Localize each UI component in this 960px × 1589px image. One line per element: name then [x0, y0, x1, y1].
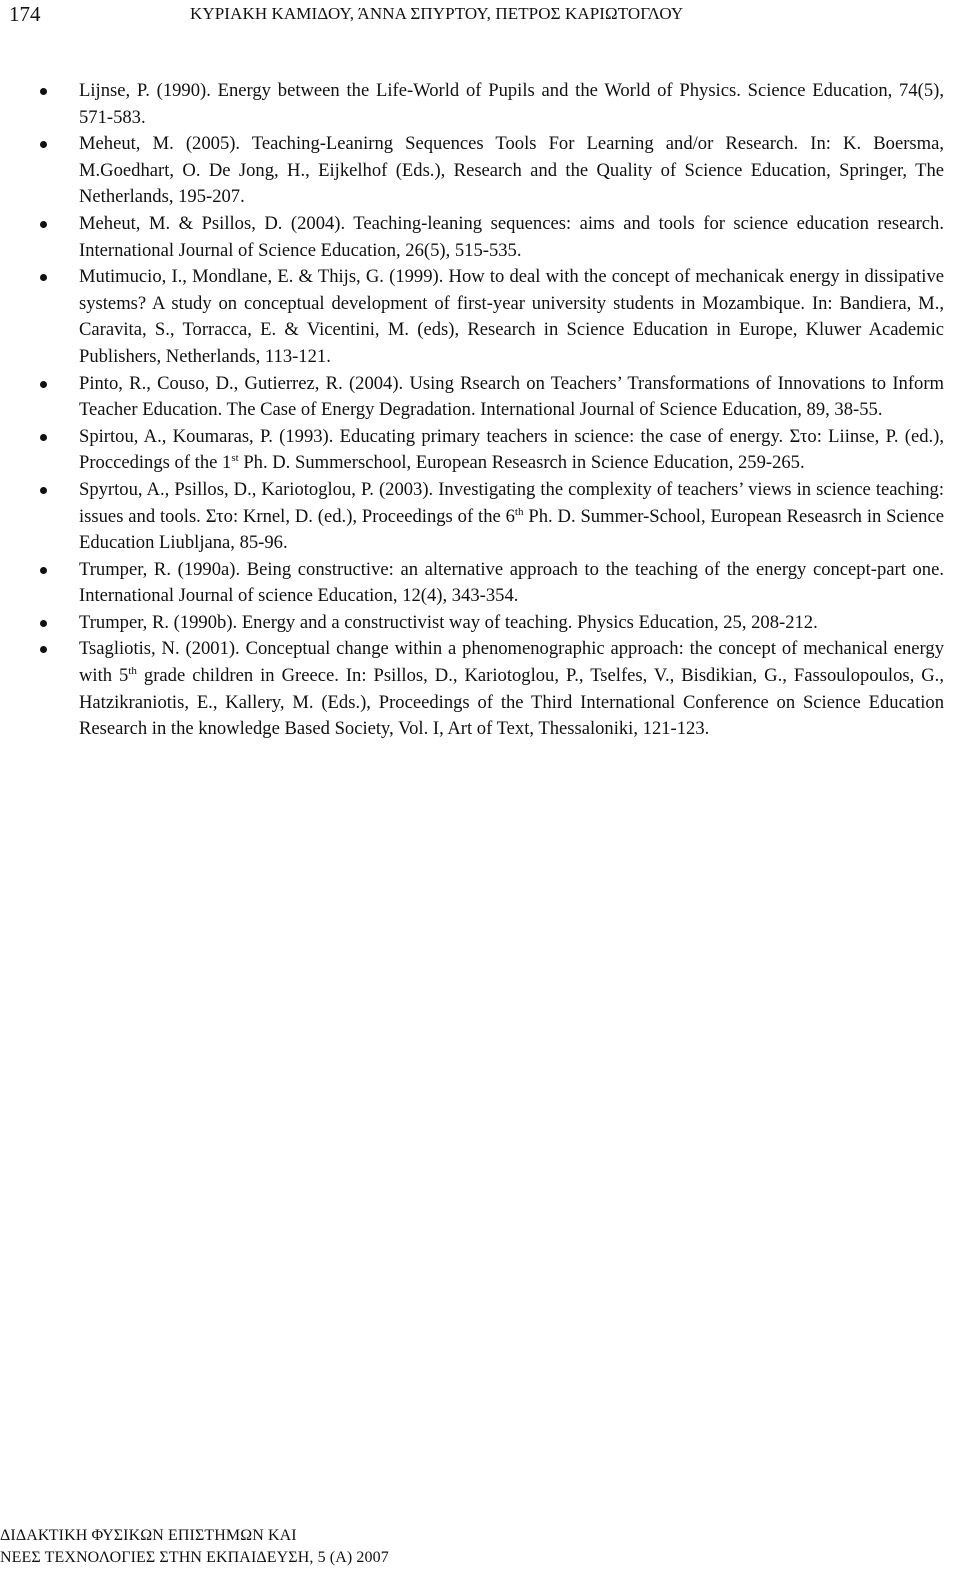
reference-item: [40, 610, 944, 637]
reference-text: Meheut, M. (2005). Teaching-Leanirng Sequences Tools For Learning and/or Research. In: K. Boersma, M.Goedhart, O. De Jong, H., Eijkelhof (Eds.), Research and the Quality of Science Education, Springer, The Netherlands, 195-207.: [79, 133, 944, 208]
reference-text: Meheut, M. & Psillos, D. (2004). Teaching-leaning sequences: aims and tools for science education research. International Journal of Science Education, 26(5), 515-535.: [79, 212, 944, 261]
bullet-icon: [40, 88, 47, 95]
reference-item: [40, 78, 944, 131]
reference-text: Tsagliotis, N. (2001). Conceptual change within a phenomenographic approach: the concept of mechanical energy with 5: [79, 638, 944, 687]
ordinal-superscript: st: [231, 452, 239, 465]
page-number: 174: [9, 2, 41, 26]
reference-item: [40, 477, 944, 557]
bullet-icon: [40, 567, 47, 574]
reference-item: [40, 636, 944, 742]
reference-item: [40, 264, 944, 370]
bullet-icon: [40, 620, 47, 627]
reference-text-continued: grade children in Greece. In: Psillos, D., Kariotoglou, P., Tselfes, V., Bisdikian, G., Fassoulopoulos, G., Hatzikraniotis, E., Kallery, M. (Eds.), Proceedings of the Third International Conference on Science Education Research in the knowledge Based Society, Vol. I, Art of Text, Thessaloniki, 121-123.: [79, 665, 944, 740]
reference-item: [40, 131, 944, 211]
bullet-icon: [40, 487, 47, 494]
journal-footer: [0, 1525, 389, 1569]
reference-text-continued: Ph. D. Summer-School, European Reseasrch in Science Education Liubljana, 85-96.: [79, 505, 944, 554]
reference-text: Trumper, R. (1990a). Being constructive: an alternative approach to the teaching of the energy concept-part one. International Journal of science Education, 12(4), 343-354.: [79, 558, 944, 607]
footer-line-2: ΝΕΕΣ ΤΕΧΝΟΛΟΓΙΕΣ ΣΤΗΝ ΕΚΠΑΙΔΕΥΣΗ, 5 (Α) 2007: [0, 1549, 389, 1566]
reference-text: Trumper, R. (1990b). Energy and a constructivist way of teaching. Physics Education, 25, 208-212.: [79, 611, 818, 633]
reference-item: [40, 371, 944, 424]
running-header: ΚΥΡΙΑΚΗ ΚΑΜΙΔΟΥ, ΆΝΝΑ ΣΠΥΡΤΟΥ, ΠΕΤΡΟΣ ΚΑΡΙΩΤΟΓΛΟΥ: [190, 4, 684, 23]
reference-item: [40, 557, 944, 610]
reference-item: [40, 211, 944, 264]
reference-list: [40, 78, 944, 743]
footer-line-1: ΔΙΔΑΚΤΙΚΗ ΦΥΣΙΚΩΝ ΕΠΙΣΤΗΜΩΝ ΚΑΙ: [0, 1527, 297, 1544]
bullet-icon: [40, 221, 47, 228]
bullet-icon: [40, 141, 47, 148]
bullet-icon: [40, 274, 47, 281]
bullet-icon: [40, 646, 47, 653]
reference-item: [40, 424, 944, 477]
bullet-icon: [40, 434, 47, 441]
reference-text: Pinto, R., Couso, D., Gutierrez, R. (2004). Using Rsearch on Teachers’ Transformations of Innovations to Inform Teacher Education. The Case of Energy Degradation. International Journal of Science Education, 89, 38-55.: [79, 372, 944, 421]
reference-text: Mutimucio, I., Mondlane, E. & Thijs, G. (1999). How to deal with the concept of mechanicak energy in dissipative systems? A study on conceptual development of first-year university students in Mozambique. In: Bandiera, M., Caravita, S., Torracca, E. & Vicentini, M. (eds), Research in Science Education in Europe, Kluwer Academic Publishers, Netherlands, 113-121.: [79, 266, 944, 367]
reference-text: Spirtou, A., Koumaras, P. (1993). Educating primary teachers in science: the case of energy. Στο: Liinse, P. (ed.), Proccedings of the 1: [79, 425, 944, 474]
reference-text-continued: Ph. D. Summerschool, European Reseasrch in Science Education, 259-265.: [238, 452, 805, 474]
reference-text: Lijnse, P. (1990). Energy between the Life-World of Pupils and the World of Physics. Science Education, 74(5), 571-583.: [79, 80, 944, 128]
ordinal-superscript: th: [514, 505, 524, 518]
bullet-icon: [40, 381, 47, 388]
reference-text: Spyrtou, A., Psillos, D., Kariotoglou, P. (2003). Investigating the complexity of teachers’ views in science teaching: issues and tools. Στο: Krnel, D. (ed.), Proceedings of the 6: [79, 478, 944, 527]
ordinal-superscript: th: [128, 665, 137, 678]
